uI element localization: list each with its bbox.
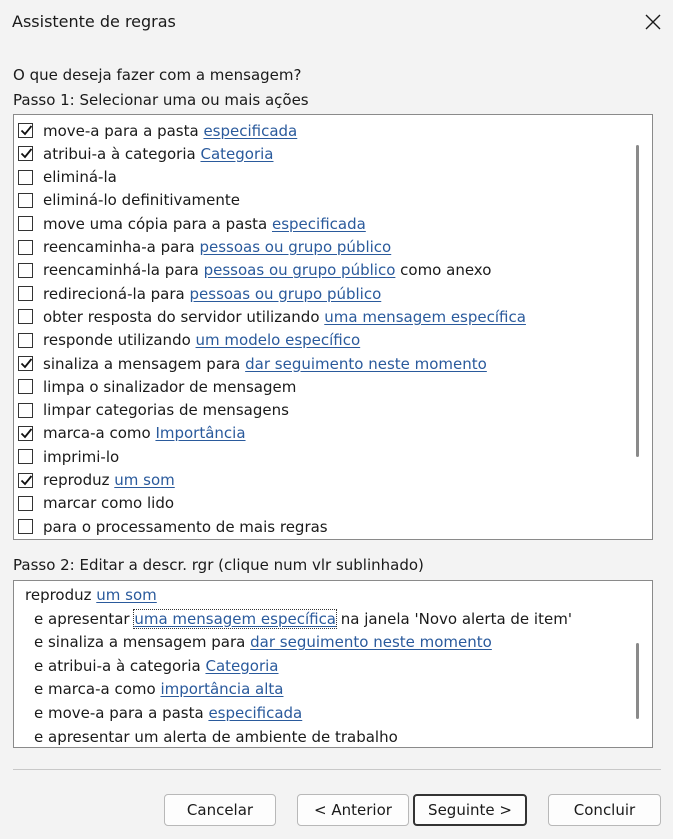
description-link[interactable]: dar seguimento neste momento: [250, 633, 492, 652]
action-item[interactable]: [18, 352, 487, 375]
action-text: redirecioná-la para: [43, 284, 190, 303]
action-text: limpa o sinalizador de mensagem: [43, 377, 297, 396]
action-checkbox[interactable]: [18, 519, 33, 534]
description-line: [25, 586, 157, 604]
description-text: e sinaliza a mensagem para: [34, 633, 251, 652]
description-link[interactable]: Categoria: [205, 656, 279, 675]
close-icon[interactable]: [641, 10, 665, 34]
action-item[interactable]: [18, 305, 526, 328]
checkmark-icon: [19, 123, 34, 138]
description-text: e apresentar um alerta de ambiente de trabalho: [34, 727, 398, 746]
action-text: obter resposta do servidor utilizando: [43, 307, 325, 326]
action-text: eliminá-la: [43, 168, 117, 187]
action-text: para o processamento de mais regras: [43, 517, 328, 536]
description-text: e marca-a como: [34, 680, 161, 699]
action-link[interactable]: pessoas ou grupo público: [199, 238, 392, 256]
action-checkbox[interactable]: [18, 473, 33, 488]
action-text-suffix: como anexo: [395, 261, 492, 280]
step2-label: Passo 2: Editar a descr. rgr (clique num vlr sublinhado): [13, 556, 424, 574]
action-item[interactable]: [18, 189, 240, 212]
action-item[interactable]: [18, 142, 274, 165]
actions-list[interactable]: [13, 114, 653, 540]
action-checkbox[interactable]: [18, 263, 33, 278]
description-line: [34, 633, 492, 651]
action-item[interactable]: [18, 119, 297, 142]
action-checkbox[interactable]: [18, 333, 33, 348]
action-text: reencaminhá-la para: [43, 261, 204, 280]
action-link[interactable]: uma mensagem específica: [324, 307, 526, 326]
action-link[interactable]: pessoas ou grupo público: [189, 284, 382, 303]
action-item[interactable]: [18, 375, 296, 398]
action-item[interactable]: [18, 236, 391, 259]
action-item[interactable]: [18, 259, 491, 282]
action-item[interactable]: [18, 212, 366, 235]
action-link[interactable]: um som: [114, 471, 175, 489]
action-link[interactable]: especificada: [203, 121, 298, 140]
divider: [13, 769, 661, 770]
action-text: atribui-a à categoria: [43, 144, 201, 163]
action-checkbox[interactable]: [18, 449, 33, 464]
action-checkbox[interactable]: [18, 403, 33, 418]
action-checkbox[interactable]: [18, 193, 33, 208]
action-checkbox[interactable]: [18, 309, 33, 324]
action-link[interactable]: Categoria: [200, 144, 274, 163]
description-text: e move-a para a pasta: [34, 704, 209, 722]
action-checkbox[interactable]: [18, 240, 33, 255]
question-label: O que deseja fazer com a mensagem?: [13, 66, 302, 84]
action-text: eliminá-lo definitivamente: [43, 191, 241, 210]
checkmark-icon: [19, 473, 34, 488]
step1-label: Passo 1: Selecionar uma ou mais ações: [13, 91, 309, 109]
description-line: [34, 610, 572, 628]
action-checkbox[interactable]: [18, 356, 33, 371]
next-button[interactable]: Seguinte >: [413, 794, 527, 826]
action-checkbox[interactable]: [18, 379, 33, 394]
action-text: limpar categorias de mensagens: [43, 401, 289, 420]
window-title: Assistente de regras: [12, 12, 176, 31]
description-text-suffix: na janela 'Novo alerta de item': [336, 609, 572, 628]
description-line: [34, 680, 283, 698]
action-link[interactable]: Importância: [155, 424, 246, 443]
description-text: e atribui-a à categoria: [34, 656, 206, 675]
title-bar: [0, 0, 673, 46]
description-line: [34, 728, 398, 746]
rule-description[interactable]: [13, 580, 653, 748]
action-checkbox[interactable]: [18, 496, 33, 511]
action-link[interactable]: especificada: [271, 214, 366, 233]
description-link[interactable]: importância alta: [160, 680, 284, 699]
action-text: move uma cópia para a pasta: [43, 214, 272, 233]
action-checkbox[interactable]: [18, 123, 33, 138]
action-checkbox[interactable]: [18, 426, 33, 441]
action-text: reproduz: [43, 471, 115, 489]
description-text: e apresentar: [34, 609, 135, 628]
action-text: move-a para a pasta: [43, 121, 204, 140]
action-text: marca-a como: [43, 424, 156, 443]
checkmark-icon: [19, 146, 34, 161]
finish-button[interactable]: Concluir: [548, 794, 661, 826]
description-link[interactable]: um som: [96, 586, 157, 604]
checkmark-icon: [19, 426, 34, 441]
action-item[interactable]: [18, 515, 328, 538]
description-link[interactable]: uma mensagem específica: [134, 609, 337, 628]
action-link[interactable]: dar seguimento neste momento: [245, 354, 487, 373]
description-line: [34, 704, 302, 722]
action-text: marcar como lido: [43, 494, 175, 513]
description-scrollbar[interactable]: [636, 643, 639, 719]
action-item[interactable]: [18, 166, 117, 189]
action-checkbox[interactable]: [18, 216, 33, 231]
action-item[interactable]: [18, 329, 360, 352]
action-item[interactable]: [18, 469, 175, 492]
description-line: [34, 657, 279, 675]
actions-scrollbar[interactable]: [636, 145, 639, 457]
description-text: reproduz: [25, 586, 97, 604]
action-text: reencaminha-a para: [43, 238, 200, 256]
checkmark-icon: [19, 356, 34, 371]
action-item[interactable]: [18, 492, 174, 515]
back-button[interactable]: < Anterior: [297, 794, 409, 826]
action-item[interactable]: [18, 445, 119, 468]
action-item[interactable]: [18, 422, 246, 445]
description-link[interactable]: especificada: [208, 704, 303, 722]
action-checkbox[interactable]: [18, 146, 33, 161]
action-text: sinaliza a mensagem para: [43, 354, 246, 373]
cancel-button[interactable]: Cancelar: [164, 794, 276, 826]
action-checkbox[interactable]: [18, 286, 33, 301]
action-text: imprimi-lo: [43, 447, 120, 466]
action-item[interactable]: [18, 399, 289, 422]
action-link[interactable]: um modelo específico: [195, 331, 361, 350]
action-link[interactable]: pessoas ou grupo público: [203, 261, 396, 280]
action-checkbox[interactable]: [18, 170, 33, 185]
action-text: responde utilizando: [43, 331, 196, 350]
action-item[interactable]: [18, 282, 381, 305]
